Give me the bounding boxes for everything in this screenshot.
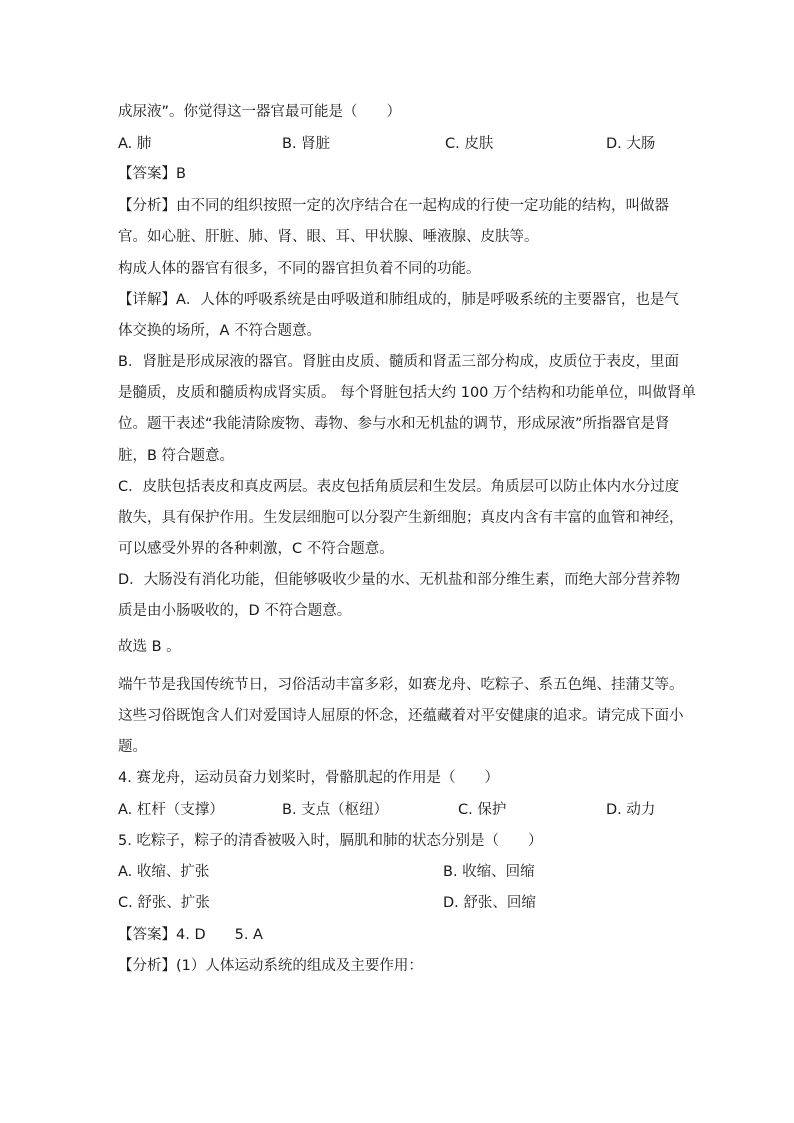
q5-option-c: C. 舒张、扩张 — [118, 895, 210, 911]
q3-detail-line-1: 【详解】A．人体的呼吸系统是由呼吸道和肺组成的，肺是呼吸系统的主要器官，也是气 — [118, 292, 679, 308]
q3-detail-line-4: 是髓质，皮质和髓质构成肾实质。 每个肾脏包括大约 100 万个结构和功能单位，叫做肾单 — [118, 385, 696, 401]
q4-option-c: C. 保护 — [458, 802, 507, 818]
group-intro-line-3: 题。 — [118, 739, 147, 755]
q3-option-c: C. 皮肤 — [445, 136, 494, 152]
q3-analysis-line-2: 官。如心脏、肝脏、肺、肾、眼、耳、甲状腺、唾液腺、皮肤等。 — [118, 229, 539, 245]
q5-stem: 5. 吃粽子，粽子的清香被吸入时，膈肌和肺的状态分别是（ ） — [118, 833, 543, 849]
q4-option-b: B. 支点（枢纽） — [282, 802, 389, 818]
q3-detail-line-9: 可以感受外界的各种刺激，C 不符合题意。 — [118, 541, 394, 557]
q3-detail-line-2: 体交换的场所，A 不符合题意。 — [118, 323, 322, 339]
q3-detail-line-3: B．肾脏是形成尿液的器官。肾脏由皮质、髓质和肾盂三部分构成，皮质位于表皮，里面 — [118, 354, 679, 370]
q5-option-d: D. 舒张、回缩 — [443, 895, 536, 911]
q3-detail-line-6: 脏，B 符合题意。 — [118, 448, 235, 464]
group-analysis: 【分析】(1）人体运动系统的组成及主要作用： — [118, 958, 423, 974]
group-answer: 【答案】4. D 5. A — [118, 927, 263, 943]
q4-stem: 4. 赛龙舟，运动员奋力划桨时，骨骼肌起的作用是（ ） — [118, 770, 499, 786]
group-intro-line-2: 这些习俗既饱含人们对爱国诗人屈原的怀念，还蕴藏着对平安健康的追求。请完成下面小 — [118, 708, 684, 724]
q3-conclusion: 故选 B 。 — [118, 639, 181, 655]
q3-analysis-line-1: 【分析】由不同的组织按照一定的次序结合在一起构成的行使一定功能的结构，叫做器 — [118, 198, 669, 214]
q3-detail-line-11: 质是由小肠吸收的，D 不符合题意。 — [118, 603, 352, 619]
q5-option-a: A. 收缩、扩张 — [118, 864, 210, 880]
q3-detail-line-5: 位。题干表述“我能清除废物、毒物、参与水和无机盐的调节，形成尿液”所指器官是肾 — [118, 416, 670, 432]
q3-option-a: A. 肺 — [118, 136, 152, 152]
q3-detail-line-8: 散失，具有保护作用。生发层细胞可以分裂产生新细胞；真皮内含有丰富的血管和神经， — [118, 510, 684, 526]
q4-option-d: D. 动力 — [606, 802, 656, 818]
q5-option-b: B. 收缩、回缩 — [443, 864, 535, 880]
q3-detail-line-7: C．皮肤包括表皮和真皮两层。表皮包括角质层和生发层。角质层可以防止体内水分过度 — [118, 479, 680, 495]
group-intro-line-1: 端午节是我国传统节日，习俗活动丰富多彩，如赛龙舟、吃粽子、系五色绳、挂蒲艾等。 — [118, 677, 684, 693]
q3-answer: 【答案】B — [118, 166, 186, 182]
q3-analysis-line-3: 构成人体的器官有很多，不同的器官担负着不同的功能。 — [118, 261, 481, 277]
q3-stem-end: 成尿液”。你觉得这一器官最可能是（ ） — [118, 104, 402, 120]
q4-option-a: A. 杠杆（支撑） — [118, 802, 224, 818]
q3-option-d: D. 大肠 — [606, 136, 656, 152]
q3-detail-line-10: D．大肠没有消化功能，但能够吸收少量的水、无机盐和部分维生素，而绝大部分营养物 — [118, 572, 681, 588]
q3-option-b: B. 肾脏 — [282, 136, 331, 152]
